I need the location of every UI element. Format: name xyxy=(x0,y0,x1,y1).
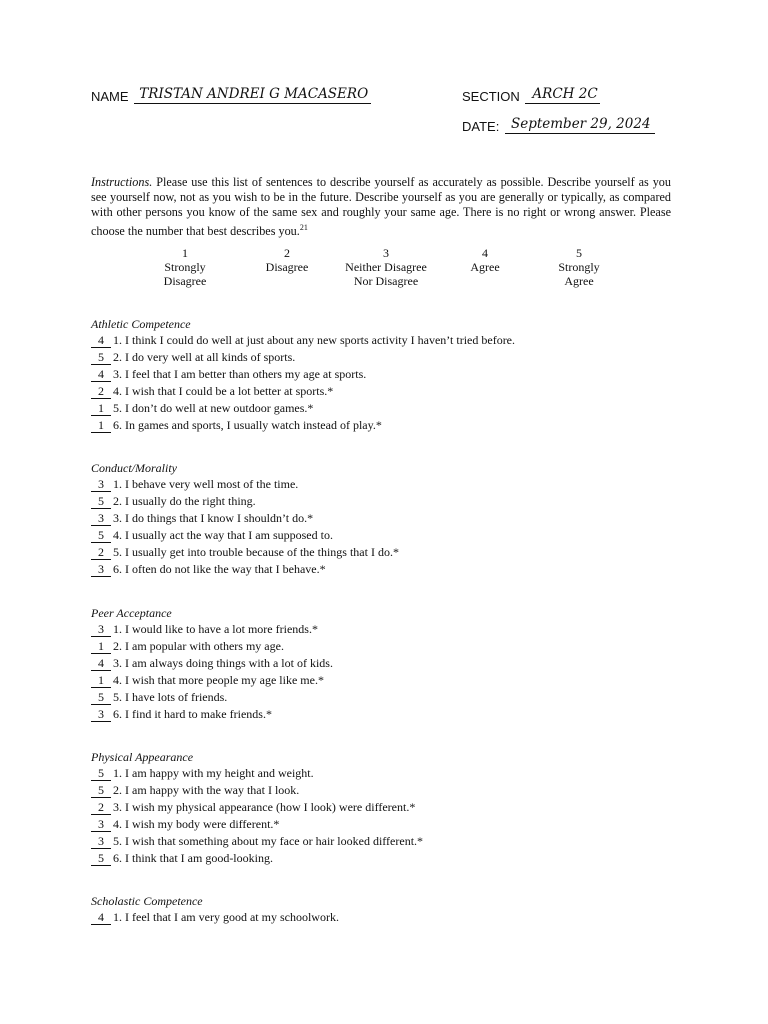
list-item xyxy=(91,909,691,926)
answer-blank[interactable]: 5 xyxy=(91,766,111,781)
section-scholastic-competence xyxy=(91,894,691,926)
item-text: 2. I am popular with others my age. xyxy=(113,639,284,653)
list-item xyxy=(91,561,691,578)
list-item xyxy=(91,672,691,689)
date-field[interactable]: September 29, 2024 xyxy=(505,116,655,134)
scale-option-4 xyxy=(435,246,535,274)
item-text: 1. I behave very well most of the time. xyxy=(113,477,299,491)
footnote-marker: 21 xyxy=(299,223,308,232)
answer-blank[interactable]: 5 xyxy=(91,350,111,365)
list-item xyxy=(91,655,691,672)
list-item xyxy=(91,765,691,782)
list-item xyxy=(91,621,691,638)
item-text: 4. I wish that more people my age like me.* xyxy=(113,673,324,687)
answer-blank[interactable]: 2 xyxy=(91,384,111,399)
scale-number: 4 xyxy=(482,246,488,260)
scale-label: Disagree xyxy=(265,260,309,274)
scale-number: 1 xyxy=(182,246,188,260)
list-item xyxy=(91,476,691,493)
section-label: SECTION xyxy=(462,89,520,104)
list-item xyxy=(91,510,691,527)
list-item xyxy=(91,689,691,706)
list-item xyxy=(91,493,691,510)
item-text: 5. I wish that something about my face or hair looked different.* xyxy=(113,834,424,848)
instructions-paragraph xyxy=(91,175,671,239)
list-item xyxy=(91,850,691,867)
section-row xyxy=(462,86,600,104)
list-item xyxy=(91,544,691,561)
list-item xyxy=(91,833,691,850)
list-item xyxy=(91,349,691,366)
scale-label: Agree xyxy=(470,260,500,274)
scale-label: Neither Disagree xyxy=(345,260,427,274)
item-text: 2. I usually do the right thing. xyxy=(113,494,256,508)
section-physical-appearance xyxy=(91,750,691,867)
answer-blank[interactable]: 4 xyxy=(91,333,111,348)
item-text: 1. I feel that I am very good at my schoolwork. xyxy=(113,910,339,924)
item-text: 3. I do things that I know I shouldn’t do.* xyxy=(113,511,314,525)
answer-blank[interactable]: 2 xyxy=(91,800,111,815)
section-title: Athletic Competence xyxy=(91,317,191,331)
date-label: DATE: xyxy=(462,119,500,134)
instructions-text: Please use this list of sentences to describe yourself as accurately as possible. Describe yourself as you see yourself now, not as you wish to be in the future. Describe yourself as you are generally or typically, as compared with other persons you know of the same sex and roughly your same age. There is no right or wrong answer. Please choose the number that best describes you. xyxy=(91,175,671,239)
item-text: 1. I am happy with my height and weight. xyxy=(113,766,314,780)
scale-label: Agree xyxy=(564,274,594,288)
list-item xyxy=(91,638,691,655)
answer-blank[interactable]: 1 xyxy=(91,418,111,433)
answer-blank[interactable]: 1 xyxy=(91,673,111,688)
answer-blank[interactable]: 3 xyxy=(91,477,111,492)
item-text: 4. I wish my body were different.* xyxy=(113,817,280,831)
list-item xyxy=(91,816,691,833)
answer-blank[interactable]: 2 xyxy=(91,545,111,560)
scale-option-5 xyxy=(529,246,629,288)
scale-number: 3 xyxy=(383,246,389,260)
answer-blank[interactable]: 3 xyxy=(91,834,111,849)
answer-blank[interactable]: 5 xyxy=(91,494,111,509)
answer-blank[interactable]: 3 xyxy=(91,817,111,832)
answer-blank[interactable]: 1 xyxy=(91,401,111,416)
scale-option-3 xyxy=(336,246,436,288)
section-title: Peer Acceptance xyxy=(91,606,172,620)
section-peer-acceptance xyxy=(91,606,691,723)
list-item xyxy=(91,527,691,544)
answer-blank[interactable]: 5 xyxy=(91,528,111,543)
scale-option-1 xyxy=(135,246,235,288)
item-text: 2. I do very well at all kinds of sports. xyxy=(113,350,296,364)
name-field[interactable]: TRISTAN ANDREI G MACASERO xyxy=(134,86,371,104)
date-row xyxy=(462,116,655,134)
answer-blank[interactable]: 4 xyxy=(91,910,111,925)
section-title: Scholastic Competence xyxy=(91,894,203,908)
answer-blank[interactable]: 1 xyxy=(91,639,111,654)
item-text: 1. I would like to have a lot more friends.* xyxy=(113,622,318,636)
scale-number: 2 xyxy=(284,246,290,260)
scale-label: Strongly xyxy=(558,260,600,274)
item-text: 3. I feel that I am better than others my age at sports. xyxy=(113,367,367,381)
answer-blank[interactable]: 3 xyxy=(91,622,111,637)
scale-label: Strongly xyxy=(164,260,206,274)
section-title: Physical Appearance xyxy=(91,750,194,764)
item-text: 4. I usually act the way that I am supposed to. xyxy=(113,528,333,542)
item-text: 5. I have lots of friends. xyxy=(113,690,228,704)
answer-blank[interactable]: 3 xyxy=(91,562,111,577)
item-text: 5. I usually get into trouble because of the things that I do.* xyxy=(113,545,399,559)
list-item xyxy=(91,799,691,816)
item-text: 2. I am happy with the way that I look. xyxy=(113,783,300,797)
section-title: Conduct/Morality xyxy=(91,461,177,475)
item-text: 3. I wish my physical appearance (how I look) were different.* xyxy=(113,800,416,814)
item-text: 6. I think that I am good-looking. xyxy=(113,851,273,865)
list-item xyxy=(91,400,691,417)
answer-blank[interactable]: 5 xyxy=(91,690,111,705)
name-row xyxy=(91,86,371,104)
answer-blank[interactable]: 4 xyxy=(91,656,111,671)
item-text: 6. I find it hard to make friends.* xyxy=(113,707,272,721)
list-item xyxy=(91,383,691,400)
answer-blank[interactable]: 5 xyxy=(91,851,111,866)
item-text: 3. I am always doing things with a lot of kids. xyxy=(113,656,333,670)
list-item xyxy=(91,706,691,723)
answer-blank[interactable]: 3 xyxy=(91,707,111,722)
answer-blank[interactable]: 5 xyxy=(91,783,111,798)
item-text: 1. I think I could do well at just about any new sports activity I haven’t tried before. xyxy=(113,333,516,347)
section-conduct-morality xyxy=(91,461,691,578)
item-text: 4. I wish that I could be a lot better at sports.* xyxy=(113,384,334,398)
item-text: 6. In games and sports, I usually watch instead of play.* xyxy=(113,418,382,432)
item-text: 5. I don’t do well at new outdoor games.* xyxy=(113,401,314,415)
scale-option-2 xyxy=(237,246,337,274)
list-item xyxy=(91,366,691,383)
list-item xyxy=(91,417,691,434)
scale-label: Nor Disagree xyxy=(353,274,419,288)
section-athletic-competence xyxy=(91,317,691,434)
section-field[interactable]: ARCH 2C xyxy=(525,86,600,104)
list-item xyxy=(91,332,691,349)
name-label: NAME xyxy=(91,89,129,104)
list-item xyxy=(91,782,691,799)
answer-blank[interactable]: 3 xyxy=(91,511,111,526)
item-text: 6. I often do not like the way that I behave.* xyxy=(113,562,326,576)
answer-blank[interactable]: 4 xyxy=(91,367,111,382)
instructions-lead: Instructions. xyxy=(91,175,153,189)
scale-number: 5 xyxy=(576,246,582,260)
scale-label: Disagree xyxy=(163,274,207,288)
